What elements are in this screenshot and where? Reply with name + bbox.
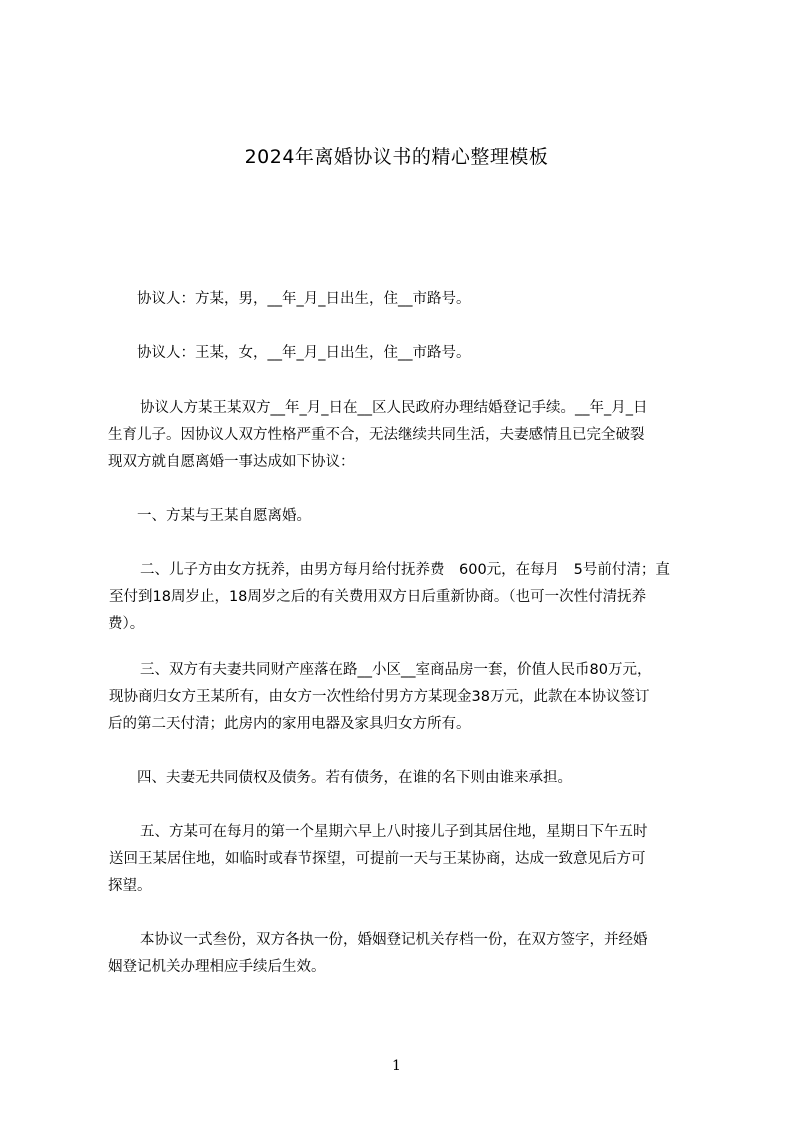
clause-5-paragraph <box>108 819 700 900</box>
document-title: 2024年离婚协议书的精心整理模板 <box>244 146 549 168</box>
paragraph-line: 现协商归女方王某所有，由女方一次性给付男方方某现金38万元，此款在本协议签订 <box>109 689 650 705</box>
clause-3-paragraph <box>108 657 700 738</box>
paragraph-line: 至付到18周岁止，18周岁之后的有关费用双方日后重新协商。（也可一次性付清抚养 <box>109 589 647 605</box>
clause-2-paragraph <box>108 557 700 638</box>
paragraph-line: 姻登记机关办理相应手续后生效。 <box>108 959 326 975</box>
paragraph-line: 探望。 <box>108 878 152 894</box>
page-number: 1 <box>392 1058 401 1074</box>
paragraph-line: 二、儿子方由女方抚养，由男方每月给付抚养费 600元，在每月 5号前付清；直 <box>140 562 670 578</box>
paragraph-line: 现双方就自愿离婚一事达成如下协议： <box>108 454 355 470</box>
paragraph-line: 五、方某可在每月的第一个星期六早上八时接儿子到其居住地，星期日下午五时 <box>140 824 648 840</box>
paragraph-line: 协议人方某王某双方__年_月_日在__区人民政府办理结婚登记手续。__年_月_日 <box>140 400 648 416</box>
party-b-paragraph <box>108 340 700 367</box>
clause-4-paragraph <box>108 765 700 792</box>
paragraph-line: 后的第二天付清；此房内的家用电器及家具归女方所有。 <box>108 716 471 732</box>
closing-paragraph <box>108 927 700 981</box>
party-a-paragraph <box>108 286 700 313</box>
paragraph-line: 本协议一式叁份，双方各执一份，婚姻登记机关存档一份，在双方签字，并经婚 <box>140 932 648 948</box>
paragraph-line: 一、方某与王某自愿离婚。 <box>137 508 311 524</box>
paragraph-line: 三、双方有夫妻共同财产座落在路__小区__室商品房一套，价值人民币80万元， <box>140 662 652 678</box>
paragraph-line: 协议人：王某，女，__年_月_日出生，住__市路号。 <box>137 345 471 361</box>
paragraph-line: 生育儿子。因协议人双方性格严重不合，无法继续共同生活，夫妻感情且已完全破裂 <box>108 427 645 443</box>
paragraph-line: 送回王某居住地，如临时或春节探望，可提前一天与王某协商，达成一致意见后方可 <box>109 851 646 867</box>
paragraph-line: 四、夫妻无共同债权及债务。若有债务，在谁的名下则由谁来承担。 <box>137 770 572 786</box>
paragraph-line: 协议人：方某，男，__年_月_日出生，住__市路号。 <box>137 291 471 307</box>
paragraph-line: 费）。 <box>108 616 145 632</box>
background-paragraph <box>108 395 700 476</box>
clause-1-paragraph <box>108 503 700 530</box>
